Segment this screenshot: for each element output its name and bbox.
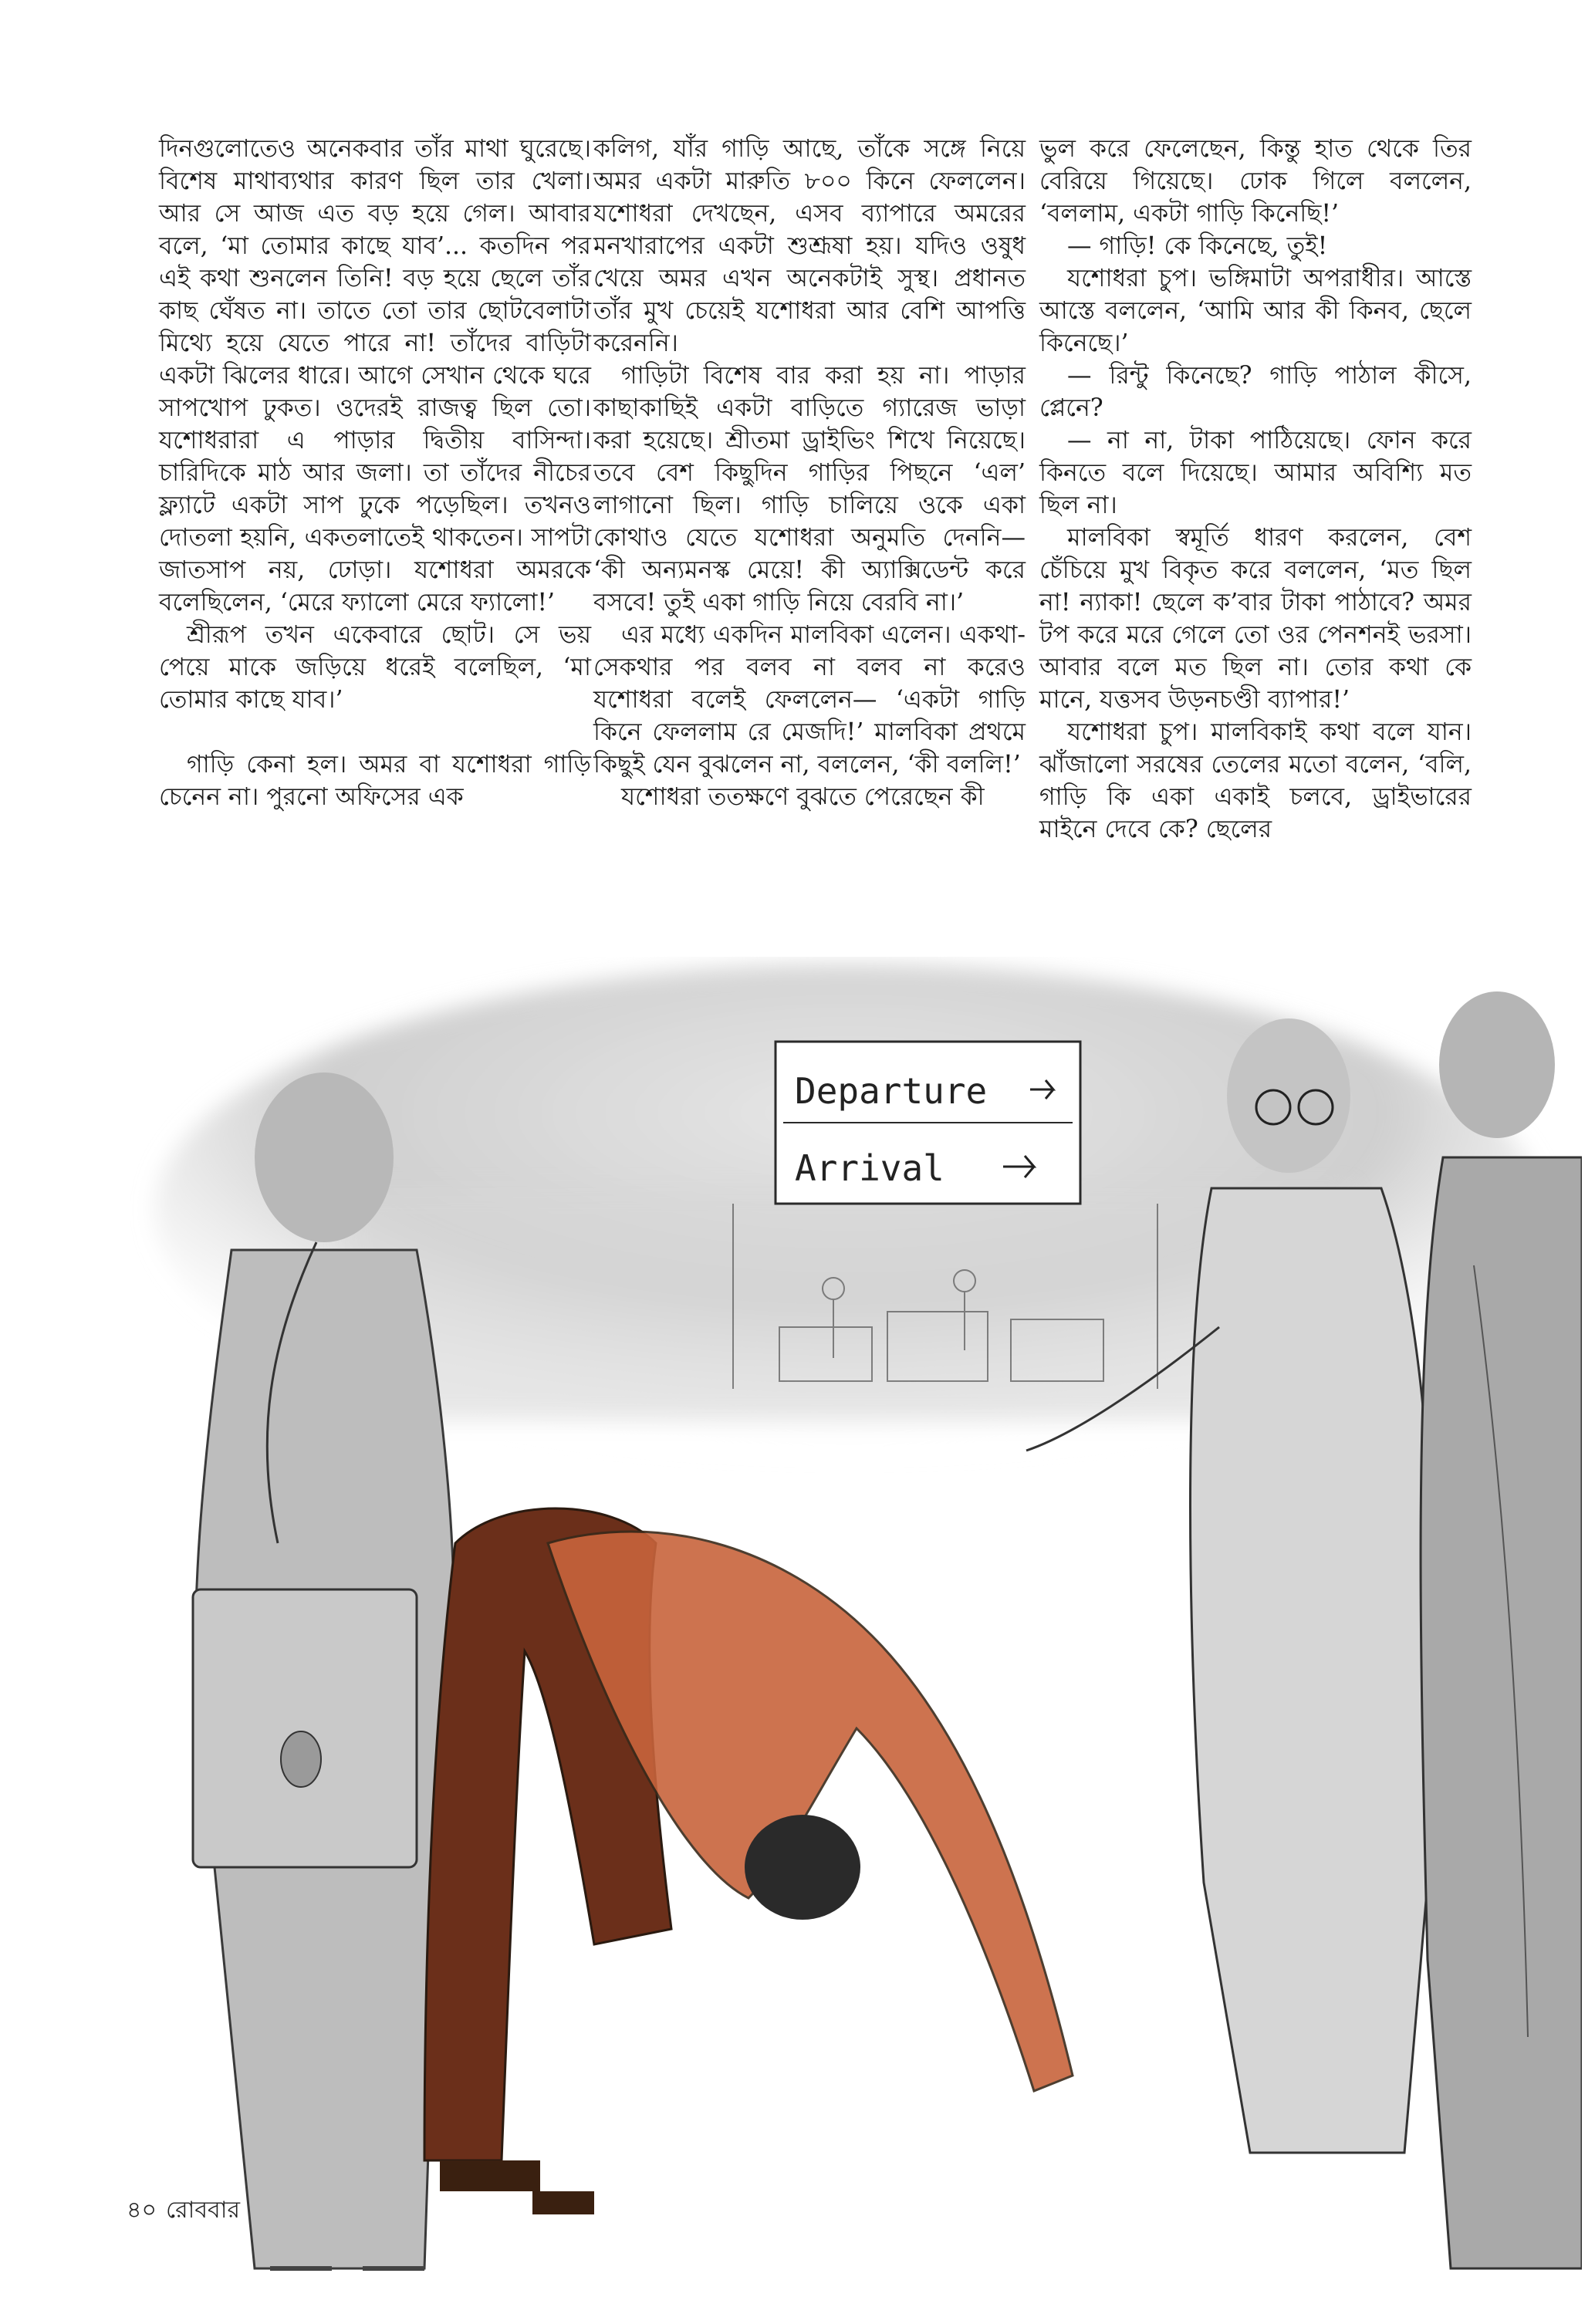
paragraph: ভুল করে ফেলেছেন, কিন্তু হাত থেকে তির বেরিয়ে গিয়েছে। ঢোক গিলে বললেন, ‘বললাম, একটা গাড়ি কিনেছি!’ (1039, 135, 1472, 228)
paragraph: যশোধরা চুপ। ভঙ্গিমাটা অপরাধীর। আস্তে আস্তে বললেন, ‘আমি আর কী কিনব, ছেলে কিনেছে।’ (1039, 265, 1472, 357)
paragraph: — রিন্টু কিনেছে? গাড়ি পাঠাল কীসে, প্লেনে? (1039, 362, 1472, 422)
text-column-3 (1039, 133, 1472, 846)
figure-woman-left (193, 1072, 455, 2268)
text-column-2 (593, 133, 1026, 813)
figure-bowing-man (424, 1508, 1073, 2214)
airport-signs (776, 1042, 1080, 1204)
illustration-airport-scene (116, 957, 1582, 2324)
paragraph: শ্রীরূপ তখন একেবারে ছোট। সে ভয় পেয়ে মাকে জড়িয়ে ধরেই বলেছিল, ‘মা তোমার কাছে যাব।’ (159, 621, 591, 714)
paragraph: কলিগ, যাঁর গাড়ি আছে, তাঁকে সঙ্গে নিয়ে অমর একটা মারুতি ৮০০ কিনে ফেললেন। যশোধরা দেখছেন, এসব ব্যাপারে অমরের মনখারাপের একটা শুশ্রূষা হয়। যদিও ওষুধ খেয়ে অমর এখন অনেকটাই সুস্থ। প্রধানত তাঁর মুখ চেয়েই যশোধরা আর বেশি আপত্তি করেননি। (593, 135, 1026, 357)
paragraph: যশোধরা চুপ। মালবিকাই কথা বলে যান। ঝাঁজালো সরষের তেলের মতো বলেন, ‘বলি, গাড়ি কি একা একাই চলবে, ড্রাইভারের মাইনে দেবে কে? ছেলের (1039, 718, 1472, 843)
paragraph: মালবিকা স্বমূর্তি ধারণ করলেন, বেশ চেঁচিয়ে মুখ বিকৃত করে বললেন, ‘মত ছিল না! ন্যাকা! ছেলে ক’বার টাকা পাঠাবে? অমর টপ করে মরে গেলে তো ওর পেনশনই ভরসা। আবার বলে মত ছিল না। তোর কথা কে মানে, যত্তসব উড়নচণ্ডী ব্যাপার!’ (1039, 524, 1472, 714)
paragraph: দিনগুলোতেও অনেকবার তাঁর মাথা ঘুরেছে। বিশেষ মাথাব্যথার কারণ ছিল তার খেলা। আর সে আজ এত বড় হয়ে গেল। আবার বলে, ‘মা তোমার কাছে যাব’... কতদিন পর এই কথা শুনলেন তিনি! বড় হয়ে ছেলে তাঁর কাছ ঘেঁষত না। তাতে তো তার ছোটবেলাটা মিথ্যে হয়ে যেতে পারে না! তাঁদের বাড়িটা একটা ঝিলের ধারে। আগে সেখান থেকে ঘরে সাপখোপ ঢুকত। ওদেরই রাজত্ব ছিল তো। যশোধরারা এ পাড়ার দ্বিতীয় বাসিন্দা। চারিদিকে মাঠ আর জলা। তা তাঁদের নীচের ফ্ল্যাটে একটা সাপ ঢুকে পড়েছিল। তখনও দোতলা হয়নি, একতলাতেই থাকতেন। সাপটা জাতসাপ নয়, ঢোড়া। যশোধরা অমরকে বলেছিলেন, ‘মেরে ফ্যালো মেরে ফ্যালো!’ (159, 135, 591, 616)
paragraph: যশোধরা ততক্ষণে বুঝতে পেরেছেন কী (621, 783, 985, 811)
paragraph: — গাড়ি! কে কিনেছে, তুই! (1067, 232, 1328, 260)
text-column-1 (159, 133, 591, 813)
paragraph: গাড়িটা বিশেষ বার করা হয় না। পাড়ার কাছাকাছিই একটা বাড়িতে গ্যারেজ ভাড়া করা হয়েছে। শ্রীতমা ড্রাইভিং শিখে নিয়েছে। তবে বেশ কিছুদিন গাড়ির পিছনে ‘এল’ লাগানো ছিল। গাড়ি চালিয়ে ওকে একা কোথাও যেতে যশোধরা অনুমতি দেননি— ‘কী অন্যমনস্ক মেয়ে! কী অ্যাক্সিডেন্ট করে বসবে! তুই একা গাড়ি নিয়ে বেরবি না।’ (593, 362, 1026, 616)
figure-woman-right (1421, 991, 1582, 2268)
paragraph: গাড়ি কেনা হল। অমর বা যশোধরা গাড়ি চেনেন না। পুরনো অফিসের এক (159, 751, 591, 811)
arrival-sign: Arrival (795, 1147, 944, 1189)
departure-sign: Departure (795, 1070, 988, 1112)
publication-name: রোববার (165, 2197, 240, 2224)
paragraph: — না না, টাকা পাঠিয়েছে। ফোন করে কিনতে বলে দিয়েছে। আমার অবিশ্যি মত ছিল না। (1039, 427, 1472, 519)
shoulder-bag (193, 1589, 417, 1867)
page-folio (127, 2191, 240, 2231)
paragraph: এর মধ্যে একদিন মালবিকা এলেন। একথা-সেকথার পর বলব না বলব না করেও যশোধরা বলেই ফেললেন— ‘একটা গাড়ি কিনে ফেললাম রে মেজদি!’ মালবিকা প্রথমে কিছুই যেন বুঝলেন না, বললেন, ‘কী বললি!’ (593, 621, 1026, 779)
head (745, 1815, 860, 1920)
page-number: ৪০ (127, 2197, 157, 2224)
